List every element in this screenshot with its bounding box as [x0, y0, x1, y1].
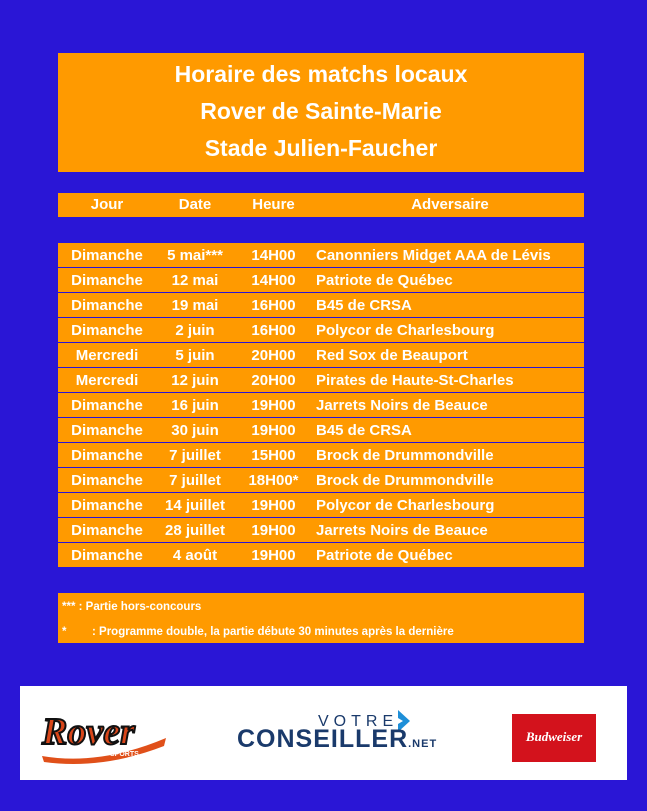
- cell-adversaire: Polycor de Charlesbourg: [316, 322, 495, 339]
- cell-date: 30 juin: [171, 422, 219, 439]
- notes-box: [58, 593, 584, 643]
- cell-date: 16 juin: [171, 397, 219, 414]
- budweiser-logo: [512, 714, 596, 762]
- votre-text: VOTRE: [318, 713, 399, 730]
- cell-adversaire: Canonniers Midget AAA de Lévis: [316, 247, 551, 264]
- table-row: [58, 518, 584, 542]
- table-row: [58, 493, 584, 517]
- title-line-3: Stade Julien-Faucher: [204, 135, 438, 161]
- cell-heure: 14H00: [251, 247, 296, 264]
- note-star: *: [62, 626, 67, 638]
- cell-heure: 16H00: [251, 322, 296, 339]
- cell-adversaire: Red Sox de Beauport: [316, 347, 468, 364]
- cell-adversaire: Patriote de Québec: [316, 547, 453, 564]
- cell-adversaire: Pirates de Haute-St-Charles: [316, 372, 514, 389]
- cell-jour: Mercredi: [75, 372, 139, 389]
- table-row: [58, 343, 584, 367]
- rover-logo-text: Rover: [42, 711, 135, 753]
- header-date: Date: [178, 196, 212, 213]
- title-line-2: Rover de Sainte-Marie: [200, 98, 442, 124]
- rover-sports-logo: [40, 708, 168, 764]
- cell-date: 5 juin: [175, 347, 215, 364]
- note-double-text: : Programme double, la partie débute 30 minutes après la dernière: [92, 626, 454, 638]
- header-jour: Jour: [90, 196, 124, 213]
- cell-date: 2 juin: [175, 322, 215, 339]
- cell-heure: 19H00: [251, 522, 296, 539]
- cell-heure: 19H00: [251, 397, 296, 414]
- schedule-table: [58, 243, 584, 568]
- cell-date: 7 juillet: [169, 447, 221, 464]
- rover-logo-sub: SPORTS: [110, 751, 139, 758]
- cell-date: 4 août: [172, 547, 218, 564]
- cell-heure: 19H00: [251, 547, 296, 564]
- cell-jour: Dimanche: [71, 422, 143, 439]
- budweiser-text: Budweiser: [525, 729, 583, 744]
- table-row: [58, 393, 584, 417]
- cell-jour: Dimanche: [71, 497, 143, 514]
- cell-date: 5 mai***: [167, 247, 223, 264]
- cell-heure: 19H00: [251, 497, 296, 514]
- cell-adversaire: B45 de CRSA: [316, 422, 412, 439]
- cell-jour: Dimanche: [71, 447, 143, 464]
- cell-heure: 19H00: [251, 422, 296, 439]
- cell-heure: 14H00: [251, 272, 296, 289]
- schedule-title: [58, 53, 584, 172]
- cell-heure: 15H00: [251, 447, 296, 464]
- cell-date: 14 juillet: [164, 497, 226, 514]
- cell-adversaire: Patriote de Québec: [316, 272, 453, 289]
- cell-jour: Dimanche: [71, 322, 143, 339]
- conseiller-text: CONSEILLER: [237, 725, 409, 753]
- cell-heure: 20H00: [251, 347, 296, 364]
- votre-conseiller-logo: [237, 708, 438, 764]
- note-hors-concours: *** : Partie hors-concours: [62, 601, 202, 613]
- cell-jour: Dimanche: [71, 397, 143, 414]
- header-adversaire: Adversaire: [411, 196, 489, 213]
- cell-jour: Dimanche: [71, 297, 143, 314]
- cell-jour: Mercredi: [75, 347, 139, 364]
- title-line-1: Horaire des matchs locaux: [174, 61, 468, 87]
- cell-date: 12 mai: [171, 272, 219, 289]
- note-programme-double: [62, 626, 454, 638]
- cell-adversaire: Brock de Drummondville: [316, 472, 494, 489]
- cell-heure: 20H00: [251, 372, 296, 389]
- cell-date: 7 juillet: [169, 472, 221, 489]
- table-row: [58, 543, 584, 567]
- cell-heure: 18H00*: [248, 472, 299, 489]
- table-row: [58, 293, 584, 317]
- cell-heure: 16H00: [251, 297, 296, 314]
- cell-adversaire: Polycor de Charlesbourg: [316, 497, 495, 514]
- cell-adversaire: B45 de CRSA: [316, 297, 412, 314]
- cell-jour: Dimanche: [71, 522, 143, 539]
- cell-adversaire: Brock de Drummondville: [316, 447, 494, 464]
- table-row: [58, 418, 584, 442]
- cell-date: 12 juin: [171, 372, 219, 389]
- cell-adversaire: Jarrets Noirs de Beauce: [316, 397, 488, 414]
- cell-jour: Dimanche: [71, 247, 143, 264]
- cell-jour: Dimanche: [71, 472, 143, 489]
- cell-adversaire: Jarrets Noirs de Beauce: [316, 522, 488, 539]
- header-heure: Heure: [252, 196, 295, 213]
- table-row: [58, 368, 584, 392]
- table-row: [58, 468, 584, 492]
- table-header: [58, 193, 584, 217]
- cell-jour: Dimanche: [71, 272, 143, 289]
- table-row: [58, 318, 584, 342]
- cell-date: 28 juillet: [164, 522, 226, 539]
- cell-jour: Dimanche: [71, 547, 143, 564]
- table-row: [58, 268, 584, 292]
- table-row: [58, 243, 584, 267]
- cell-date: 19 mai: [171, 297, 219, 314]
- sponsors-bar: [20, 686, 627, 780]
- net-text: .NET: [408, 738, 438, 750]
- table-row: [58, 443, 584, 467]
